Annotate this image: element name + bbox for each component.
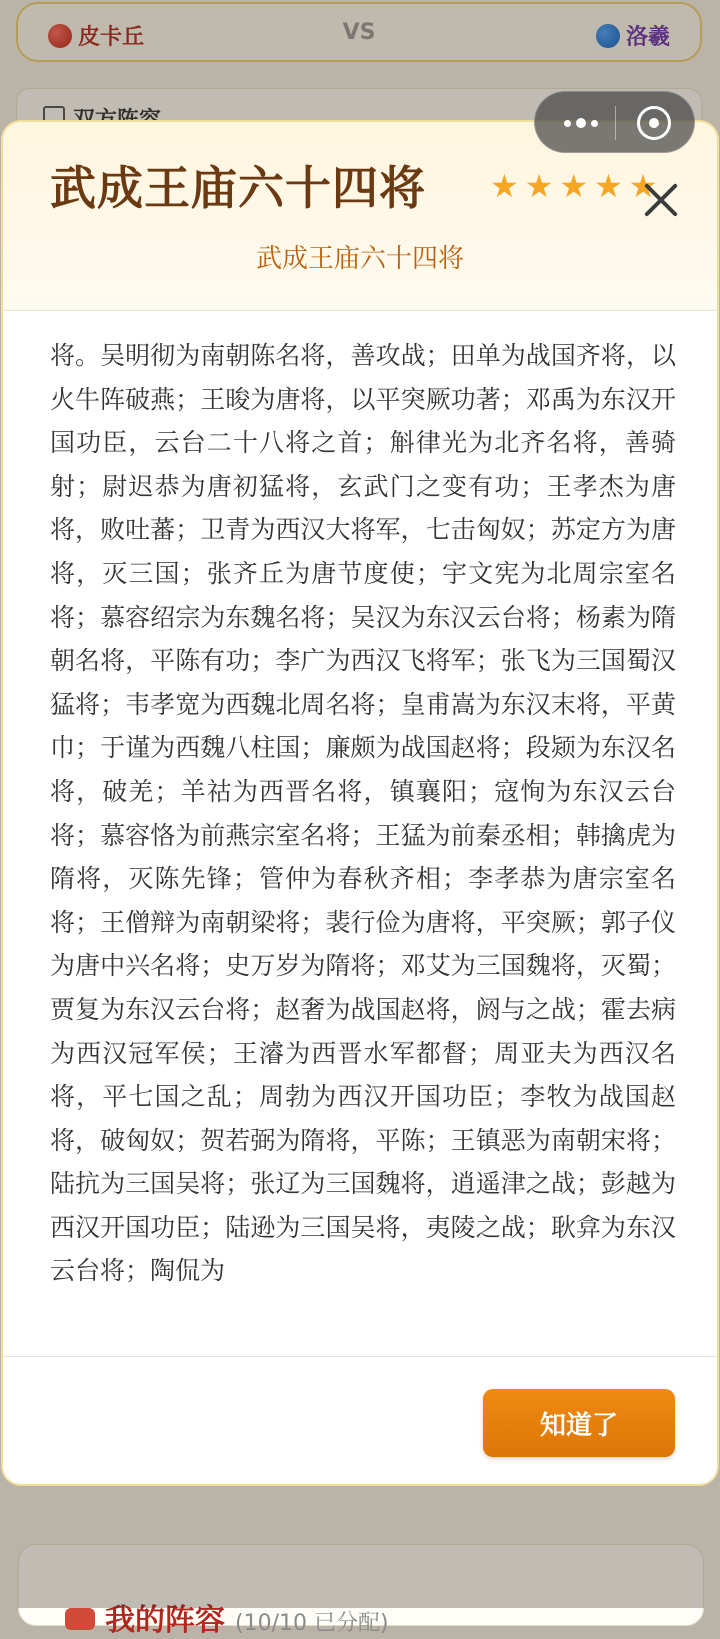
star-icon: ★	[524, 167, 554, 205]
star-icon: ★	[594, 167, 623, 205]
rating-stars	[490, 167, 658, 205]
capsule-divider	[615, 106, 616, 140]
star-icon: ★	[628, 167, 658, 205]
close-x-icon[interactable]	[639, 178, 683, 222]
vs-label: VS	[342, 20, 376, 45]
modal-footer	[3, 1356, 717, 1486]
star-icon: ★	[559, 167, 589, 205]
more-dots-icon[interactable]	[555, 110, 607, 136]
modal-title: 武成王庙六十四将	[50, 161, 426, 215]
info-modal	[1, 120, 719, 1486]
modal-body-text: 将。吴明彻为南朝陈名将，善攻战；田单为战国齐将，以火牛阵破燕；王晙为唐将，以平突厥功著；邓禹为东汉开国功臣，云台二十八将之首；斛律光为北齐名将，善骑射；尉迟恭为唐初猛将，玄武门之变有功；王孝杰为唐将，败吐蕃；卫青为西汉大将军，七击匈奴；苏定方为唐将，灭三国；张齐丘为唐节度使；宇文宪为北周宗室名将；慕容绍宗为东魏名将；吴汉为东汉云台将；杨素为隋朝名将，平陈有功；李广为西汉飞将军；张飞为三国蜀汉猛将；韦孝宽为西魏北周名将；皇甫嵩为东汉末将，平黄巾；于谨为西魏八柱国；廉颇为战国赵将；段颎为东汉名将，破羌；羊祜为西晋名将，镇襄阳；寇恂为东汉云台将；慕容恪为前燕宗室名将；王猛为前秦丞相；韩擒虎为隋将，灭陈先锋；管仲为春秋齐相；李孝恭为唐宗室名将；王僧辩为南朝梁将；裴行俭为唐将，平突厥；郭子仪为唐中兴名将；史万岁为隋将；邓艾为三国魏将，灭蜀；贾复为东汉云台将；赵奢为战国赵将，阏与之战；霍去病为西汉冠军侯；王濬为西晋水军都督；周亚夫为西汉名将，平七国之乱；周勃为西汉开国功臣；李牧为战国赵将，破匈奴；贺若弼为隋将，平陈；王镇恶为南朝宋将；陆抗为三国吴将；张辽为三国魏将，逍遥津之战；彭越为西汉开国功臣；陆逊为三国吴将，夷陵之战；耿弇为东汉云台将；陶侃为	[50, 341, 676, 1286]
target-close-icon[interactable]	[637, 106, 671, 140]
modal-body-scroll[interactable]	[50, 334, 676, 1444]
right-player-name: 洛羲	[625, 25, 670, 50]
modal-subtitle: 武成王庙六十四将	[255, 244, 464, 274]
star-icon: ★	[490, 167, 519, 205]
capsule-menu	[534, 91, 695, 153]
team-icon	[65, 1608, 95, 1630]
left-player-name: 皮卡丘	[78, 25, 145, 50]
my-team-title-text: 我的阵容	[105, 1603, 225, 1638]
ok-button[interactable]: 知道了	[483, 1389, 675, 1457]
my-team-subtitle: (10/10 已分配)	[235, 1611, 389, 1636]
